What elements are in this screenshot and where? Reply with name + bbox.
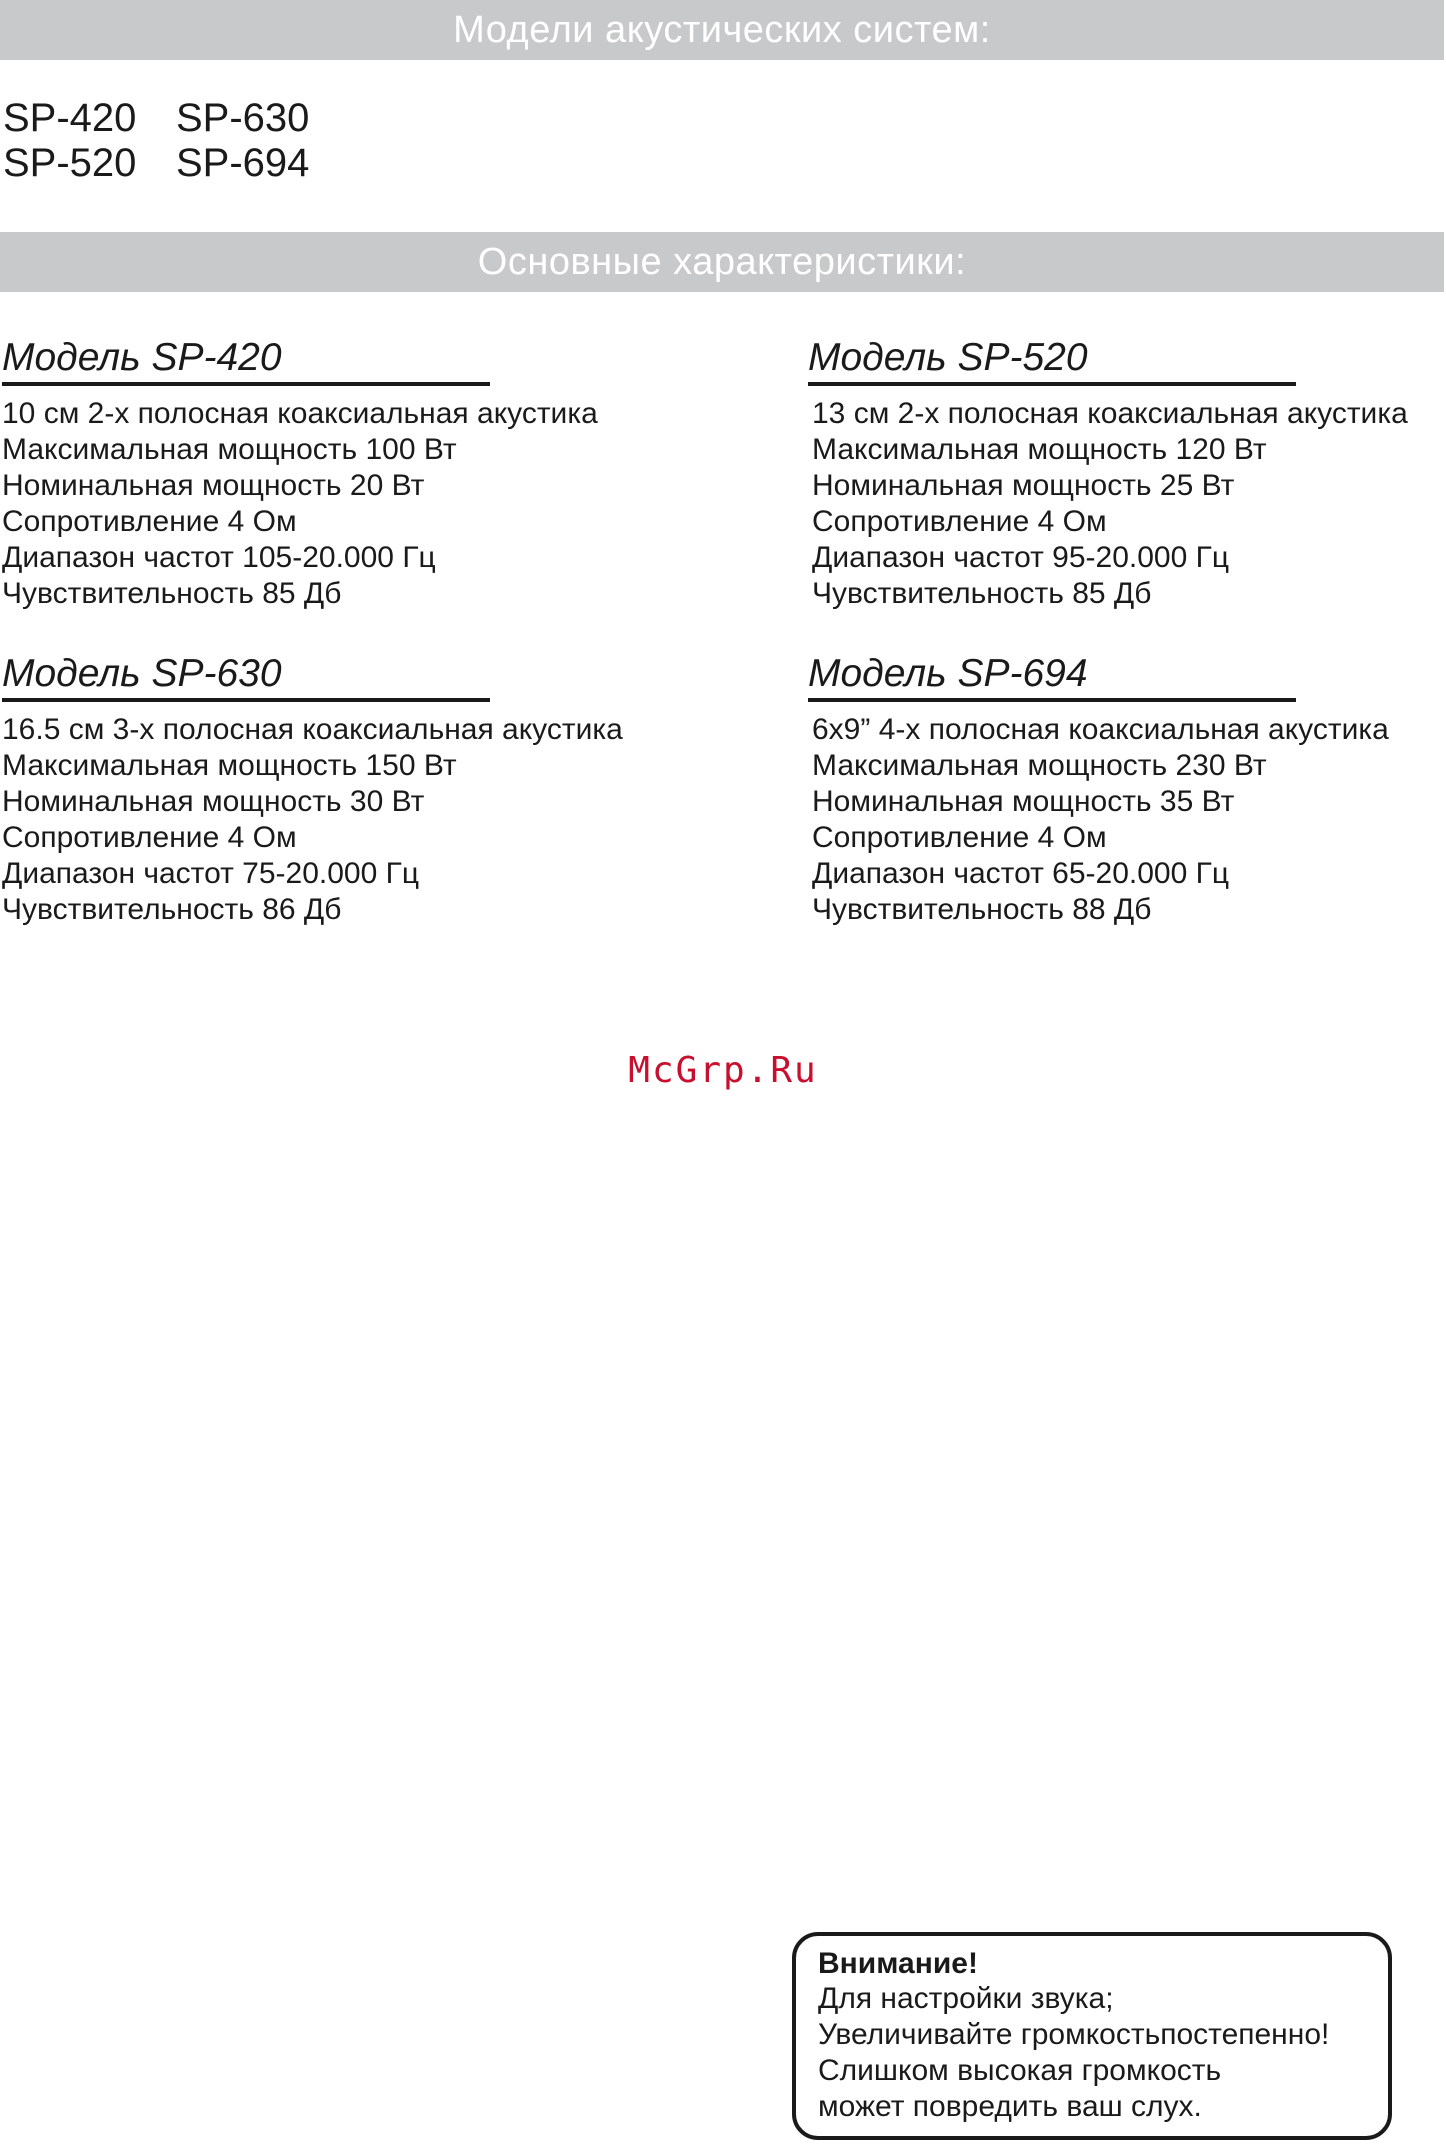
spec-line: Диапазон частот 105-20.000 Гц (2, 541, 436, 574)
spec-list (808, 396, 1446, 612)
spec-title: Модель SP-420 (2, 336, 282, 379)
spec-line: Чувствительность 85 Дб (812, 577, 1152, 610)
spec-line: Чувствительность 86 Дб (2, 893, 342, 926)
model-code: SP-630 (176, 96, 310, 140)
warning-line: может повредить ваш слух. (818, 2090, 1202, 2123)
spec-list (2, 712, 822, 928)
warning-line: Увеличивайте громкостьпостепенно! (818, 2018, 1330, 2051)
spec-block-sp630 (2, 652, 822, 928)
model-code: SP-694 (176, 141, 310, 185)
model-code: SP-420 (3, 96, 137, 140)
spec-line: Диапазон частот 75-20.000 Гц (2, 857, 420, 890)
warning-text (818, 1981, 1388, 2125)
warning-line: Для настройки звука; (818, 1982, 1114, 2015)
spec-line: Номинальная мощность 30 Вт (2, 785, 425, 818)
spec-line: Максимальная мощность 230 Вт (812, 749, 1267, 782)
title-underline (808, 698, 1296, 702)
model-code: SP-520 (3, 141, 137, 185)
spec-line: Максимальная мощность 150 Вт (2, 749, 457, 782)
title-underline (2, 382, 490, 386)
warning-line: Слишком высокая громкость (818, 2054, 1222, 2087)
spec-line: Максимальная мощность 120 Вт (812, 433, 1267, 466)
title-underline (808, 382, 1296, 386)
spec-line: 13 см 2-х полосная коаксиальная акустика (812, 397, 1408, 430)
warning-box (792, 1932, 1392, 2140)
spec-title: Модель SP-694 (808, 652, 1088, 695)
spec-line: Номинальная мощность 35 Вт (812, 785, 1235, 818)
title-underline (2, 698, 490, 702)
spec-title: Модель SP-520 (808, 336, 1088, 379)
spec-block-sp520 (808, 336, 1446, 612)
spec-list (808, 712, 1446, 928)
models-section-header: Модели акустических систем: (0, 0, 1444, 60)
spec-line: Диапазон частот 65-20.000 Гц (812, 857, 1230, 890)
spec-line: 10 см 2-х полосная коаксиальная акустика (2, 397, 598, 430)
spec-line: Сопротивление 4 Ом (812, 821, 1107, 854)
watermark: McGrp.Ru (628, 1050, 818, 1091)
spec-line: Максимальная мощность 100 Вт (2, 433, 457, 466)
spec-line: Диапазон частот 95-20.000 Гц (812, 541, 1230, 574)
spec-block-sp694 (808, 652, 1446, 928)
models-list (3, 96, 376, 186)
spec-line: Сопротивление 4 Ом (812, 505, 1107, 538)
spec-line: Сопротивление 4 Ом (2, 821, 297, 854)
spec-line: Сопротивление 4 Ом (2, 505, 297, 538)
spec-title: Модель SP-630 (2, 652, 282, 695)
spec-list (2, 396, 822, 612)
spec-line: Номинальная мощность 20 Вт (2, 469, 425, 502)
spec-line: 6x9” 4-х полосная коаксиальная акустика (812, 713, 1389, 746)
spec-line: Чувствительность 85 Дб (2, 577, 342, 610)
spec-line: 16.5 см 3-х полосная коаксиальная акустика (2, 713, 623, 746)
spec-line: Номинальная мощность 25 Вт (812, 469, 1235, 502)
spec-line: Чувствительность 88 Дб (812, 893, 1152, 926)
specs-section-header: Основные характеристики: (0, 232, 1444, 292)
warning-title: Внимание! (818, 1947, 978, 1980)
spec-block-sp420 (2, 336, 822, 612)
